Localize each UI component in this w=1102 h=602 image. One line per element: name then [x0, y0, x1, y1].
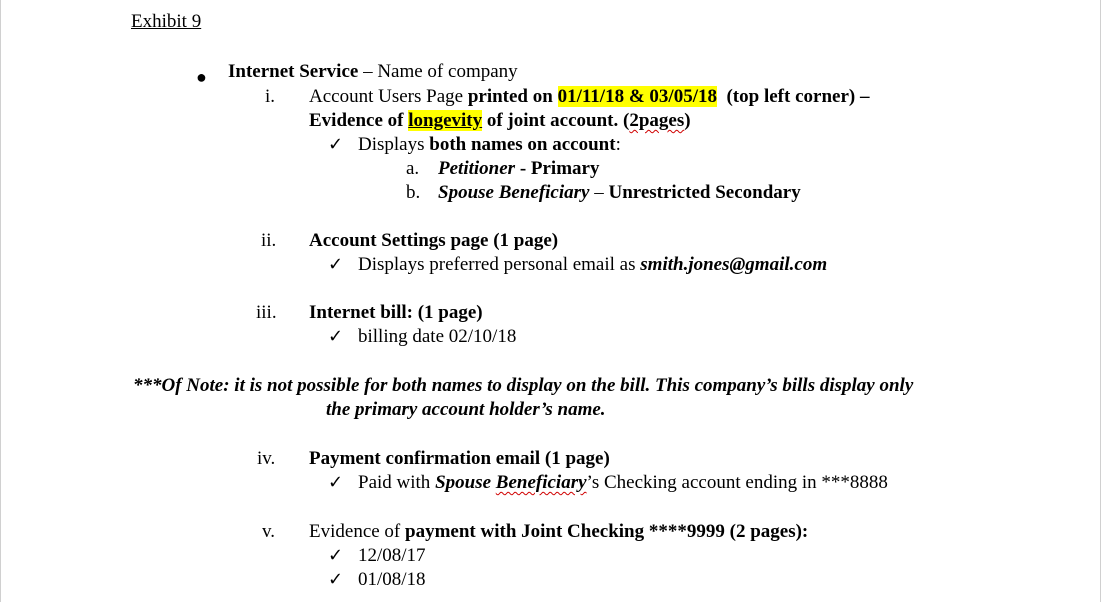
item-i-displays: Displays: [358, 134, 430, 155]
check-icon: ✓: [328, 254, 344, 275]
check-icon: ✓: [328, 472, 344, 493]
page-left-edge: [0, 0, 1, 602]
sub-a-line: [438, 157, 599, 181]
sub-b-line: [438, 181, 801, 205]
item-iv-spouse: Spouse: [435, 472, 496, 493]
item-i-joint-account: of joint account. (: [482, 110, 630, 131]
bullet-icon: ●: [196, 67, 207, 87]
item-iv-check-line: [358, 471, 888, 495]
item-iv-possessive: ’s: [586, 472, 600, 493]
item-iv-paid-with: Paid with: [358, 472, 436, 493]
sub-a-petitioner: Petitioner: [438, 158, 516, 179]
exhibit-title: Exhibit 9: [131, 11, 202, 32]
note-line-1: ***Of Note: it is not possible for both names to display on the bill. This company’s bills display only: [133, 375, 914, 396]
item-v-date-1: 12/08/17: [358, 545, 426, 566]
item-i-text: Account Users Page: [309, 86, 468, 107]
check-icon: ✓: [328, 326, 344, 347]
check-icon: ✓: [328, 134, 344, 155]
item-ii-numeral: ii.: [261, 230, 277, 251]
item-i-both-names: both names on account: [429, 134, 616, 155]
internet-service-label: Internet Service: [228, 61, 359, 82]
item-ii-check-line: [358, 253, 827, 277]
item-iv-numeral: iv.: [257, 448, 276, 469]
item-iv-checking-account: Checking account ending in ***8888: [599, 472, 888, 493]
item-iii-heading: Internet bill: (1 page): [309, 302, 483, 323]
item-iv-beneficiary: Beneficiary: [495, 472, 587, 493]
item-i-longevity-highlight: longevity: [408, 110, 483, 131]
note-line-2: the primary account holder’s name.: [326, 399, 606, 420]
item-v-evidence-of: Evidence of: [309, 521, 406, 542]
item-v-date-2: 01/08/18: [358, 569, 426, 590]
internet-service-company: – Name of company: [358, 61, 518, 82]
item-v-payment-joint: payment with Joint Checking ****9999 (2 pages):: [405, 521, 809, 542]
check-icon: ✓: [328, 569, 344, 590]
item-i-corner-note: (top left corner) –: [716, 86, 870, 107]
item-ii-displays: Displays preferred personal email as: [358, 254, 641, 275]
item-i-line2: [309, 109, 691, 133]
item-iii-check-line: billing date 02/10/18: [358, 326, 517, 347]
internet-service-heading: [228, 60, 518, 84]
sub-a-primary: - Primary: [515, 158, 600, 179]
item-i-dates-highlight: 01/11/18 & 03/05/18: [557, 86, 717, 107]
page-right-edge: [1100, 0, 1101, 602]
item-i-printed-on: printed on: [467, 86, 558, 107]
item-v-heading: [309, 520, 808, 544]
item-i-close-paren: ): [684, 110, 691, 131]
item-ii-email: smith.jones@gmail.com: [640, 254, 828, 275]
sub-b-secondary: Unrestricted Secondary: [608, 182, 801, 203]
item-i-pages: 2pages: [629, 110, 685, 131]
sub-b-letter: b.: [406, 182, 421, 203]
sub-a-letter: a.: [406, 158, 420, 179]
item-i-evidence-of: Evidence of: [309, 110, 409, 131]
item-i-colon: :: [615, 134, 621, 155]
sub-b-spouse: Spouse Beneficiary: [438, 182, 590, 203]
item-ii-heading: Account Settings page (1 page): [309, 230, 559, 251]
sub-b-dash: –: [589, 182, 609, 203]
item-i-line1: [309, 85, 869, 109]
item-i-check-line: [358, 133, 621, 157]
item-iii-numeral: iii.: [256, 302, 277, 323]
item-iv-heading: Payment confirmation email (1 page): [309, 448, 610, 469]
item-i-numeral: i.: [265, 86, 276, 107]
check-icon: ✓: [328, 545, 344, 566]
item-v-numeral: v.: [262, 521, 276, 542]
